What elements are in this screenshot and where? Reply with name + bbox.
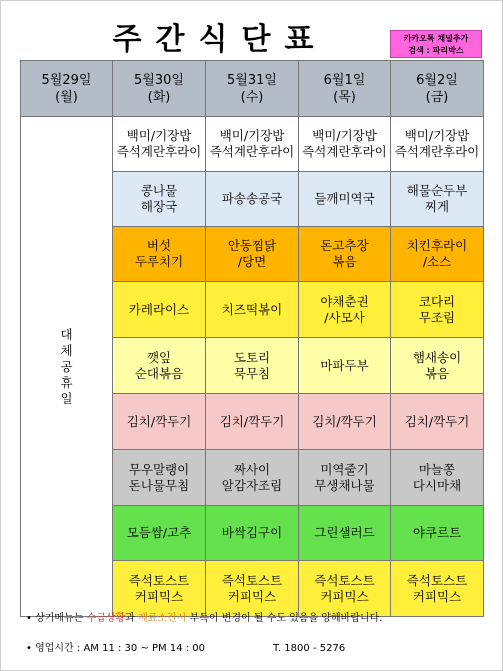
day-date: 6월1일 <box>323 72 366 88</box>
menu-item: 치킨후라이 <box>406 238 468 253</box>
menu-cell <box>206 561 299 617</box>
menu-cell <box>391 338 484 394</box>
menu-item: 안동찜닭 <box>227 238 277 253</box>
menu-item: 버섯 <box>146 238 172 253</box>
menu-cell <box>113 282 206 338</box>
menu-item: 순대볶음 <box>134 365 184 381</box>
menu-item: 코다리 <box>418 293 456 309</box>
menu-item: 카레라이스 <box>128 301 190 317</box>
day-date: 6월2일 <box>416 72 458 88</box>
menu-cell <box>299 117 391 172</box>
menu-item: /당면 <box>237 254 267 269</box>
menu-item: 무조림 <box>418 309 456 325</box>
closed-day-char: 휴 <box>60 374 73 390</box>
kakao-channel-promo <box>390 30 482 58</box>
menu-cell <box>206 227 299 282</box>
closed-day-char: 일 <box>60 390 73 406</box>
menu-cell <box>299 282 391 338</box>
menu-item: 커피믹스 <box>412 588 462 604</box>
menu-cell <box>299 394 391 450</box>
menu-cell <box>113 561 206 617</box>
menu-cell <box>113 172 206 227</box>
menu-item: 무우말랭이 <box>128 461 190 477</box>
menu-item: 바싹김구이 <box>221 525 283 540</box>
day-header <box>299 61 391 117</box>
day-weekday: (목) <box>333 89 356 105</box>
menu-cell <box>391 117 484 172</box>
menu-cell <box>113 338 206 394</box>
menu-item: 즉석토스트 <box>221 572 283 588</box>
menu-item: 햄새송이 <box>412 349 462 365</box>
menu-cell <box>299 227 391 282</box>
closed-day-char: 대 <box>60 326 73 342</box>
menu-item: 돈나물무침 <box>128 477 190 493</box>
menu-item: 미역줄기 <box>320 461 369 477</box>
menu-cell <box>206 282 299 338</box>
menu-item: 백미/기장밥 <box>312 128 377 143</box>
menu-cell <box>206 172 299 227</box>
notice-highlight-supply: 수급상황 <box>86 613 126 624</box>
menu-item: 두루치기 <box>134 254 184 269</box>
day-header <box>206 61 299 117</box>
promo-line-2: 검색 : 파리박스 <box>408 46 464 55</box>
menu-cell <box>299 338 391 394</box>
menu-item: 백미/기장밥 <box>126 128 192 143</box>
menu-item: /사모사 <box>324 309 365 325</box>
day-weekday: (월) <box>55 89 78 105</box>
menu-item: 커피믹스 <box>134 588 184 604</box>
menu-table-body <box>21 61 484 617</box>
menu-item: 즉석계란후라이 <box>209 144 295 159</box>
phone-number: T. 1800 - 5276 <box>273 643 346 654</box>
menu-cell <box>391 227 484 282</box>
menu-cell <box>206 450 299 506</box>
menu-cell <box>391 506 484 561</box>
menu-cell <box>391 394 484 450</box>
menu-cell <box>113 227 206 282</box>
menu-item: 해물순두부 <box>406 183 468 198</box>
notice-menu-change <box>26 612 496 626</box>
menu-cell <box>299 172 391 227</box>
menu-item: 깻잎 <box>146 349 172 365</box>
menu-item: 콩나물 <box>140 183 178 198</box>
menu-cell <box>391 450 484 506</box>
menu-item: 치즈떡볶이 <box>221 301 283 317</box>
menu-item: 그린샐러드 <box>314 525 375 540</box>
menu-item: 모듬쌈/고추 <box>126 525 192 540</box>
menu-cell <box>391 172 484 227</box>
menu-item: 파송송공국 <box>221 191 283 206</box>
menu-item: 야쿠르트 <box>412 525 462 540</box>
menu-item: 돈고추장 <box>320 238 369 253</box>
menu-cell <box>299 450 391 506</box>
menu-item: 즉석계란후라이 <box>116 144 202 159</box>
menu-item: 즉석토스트 <box>314 572 375 588</box>
menu-item: 커피믹스 <box>227 588 277 604</box>
menu-cell <box>391 282 484 338</box>
closed-day-char: 공 <box>60 358 73 374</box>
page-title: 주간식단표 <box>112 22 328 57</box>
menu-item: 김치/깍두기 <box>404 413 470 429</box>
day-date: 5월30일 <box>134 72 184 88</box>
menu-item: 마늘쫑 <box>418 461 456 477</box>
menu-item: 알감자조림 <box>221 477 283 493</box>
menu-item: 다시마채 <box>412 477 462 493</box>
menu-cell <box>206 394 299 450</box>
notice-text: 과 <box>125 613 139 624</box>
day-date: 5월31일 <box>227 72 277 88</box>
menu-item: 야채춘권 <box>320 293 369 309</box>
closed-day-char: 체 <box>60 342 73 358</box>
menu-item: 즉석계란후라이 <box>302 144 387 159</box>
menu-item: 묵무침 <box>233 365 271 381</box>
menu-row <box>21 117 484 172</box>
menu-cell <box>206 506 299 561</box>
menu-item: 백미/기장밥 <box>219 128 285 143</box>
menu-item: 해장국 <box>140 199 178 214</box>
menu-cell <box>113 394 206 450</box>
menu-item: 무생채나물 <box>314 477 375 493</box>
notice-area <box>26 612 496 656</box>
menu-item: 볶음 <box>424 365 450 381</box>
menu-item: 백미/기장밥 <box>404 128 470 143</box>
day-header <box>391 61 484 117</box>
menu-cell <box>113 506 206 561</box>
menu-cell <box>113 450 206 506</box>
weekly-menu-table <box>20 60 484 617</box>
menu-item: 즉석계란후라이 <box>394 144 480 159</box>
day-date: 5월29일 <box>41 72 92 88</box>
menu-cell <box>391 561 484 617</box>
notice-text: • 상기메뉴는 <box>26 613 87 624</box>
menu-item: 볶음 <box>332 254 357 269</box>
menu-item: 김치/깍두기 <box>219 413 285 429</box>
menu-item: 도토리 <box>233 349 271 365</box>
menu-item: 김치/깍두기 <box>312 413 377 429</box>
menu-item: 들깨미역국 <box>314 191 375 206</box>
menu-item: 찌게 <box>424 199 450 214</box>
day-weekday: (화) <box>147 89 171 105</box>
menu-item: /소스 <box>422 254 452 269</box>
menu-item: 즉석토스트 <box>406 572 468 588</box>
day-header <box>113 61 206 117</box>
notice-highlight-soldout: 재료소진시 <box>138 613 187 624</box>
menu-cell <box>299 561 391 617</box>
menu-item: 마파두부 <box>320 357 369 373</box>
menu-cell <box>206 338 299 394</box>
menu-cell <box>299 506 391 561</box>
business-hours: • 영업시간 : AM 11 : 30 ~ PM 14 : 00 <box>26 643 206 654</box>
menu-cell <box>206 117 299 172</box>
menu-item: 즉석토스트 <box>128 572 190 588</box>
day-weekday: (수) <box>240 89 264 105</box>
day-weekday: (금) <box>425 89 449 105</box>
closed-day-cell <box>21 117 113 617</box>
date-header-row <box>21 61 484 117</box>
promo-line-1: 카카오톡 채널추가 <box>403 34 469 43</box>
menu-cell <box>113 117 206 172</box>
menu-item: 짜사이 <box>233 461 271 477</box>
notice-hours <box>26 642 496 656</box>
notice-text: 부득이 변경이 될 수도 있음을 양해바랍니다. <box>186 613 383 624</box>
menu-item: 커피믹스 <box>320 588 369 604</box>
day-header <box>21 61 113 117</box>
menu-item: 김치/깍두기 <box>126 413 192 429</box>
